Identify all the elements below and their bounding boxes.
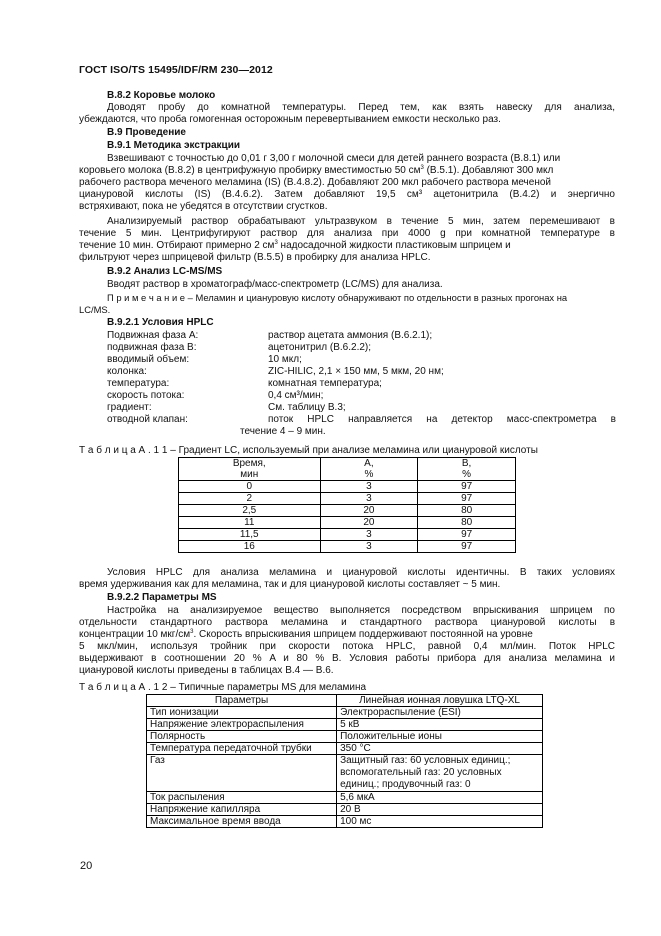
table-cell: 3	[320, 493, 418, 505]
table-cell: 5,6 мкА	[337, 792, 543, 804]
table-header-row	[147, 695, 543, 707]
page-number: 20	[80, 860, 93, 872]
paragraph-line: течение 10 мин. Отбирают примерно 2 $см^3$ надосадочной жидкости пластиковым шприцем и	[79, 240, 511, 251]
section-heading-b91: B.9.1 Методика экстракции	[107, 140, 240, 151]
table-cell: 3	[320, 481, 418, 493]
paragraph-line: течение 5 мин. Центрифугируют раствор для анализа при 4000 g при комнатной температуре в	[79, 228, 615, 239]
paragraph-line: встряхивают, пока не убедятся в отсутствии сгустков.	[79, 201, 328, 212]
paragraph-line: рабочего раствора меченого меламина (IS) (B.4.8.2). Добавляют 200 мкл рабочего раствора меченой	[79, 177, 552, 188]
table-cell: 2,5	[179, 505, 321, 517]
paragraph-line: Условия HPLC для анализа меламина и циануровой кислоты идентичны. В таких условиях	[107, 567, 615, 578]
table-cell: 100 мс	[337, 816, 543, 828]
table-cell: Температура передаточной трубки	[147, 743, 337, 755]
paragraph-line: циануровой кислоты приведены в таблицах B.4 — B.6.	[79, 665, 334, 676]
condition-label: колонка:	[107, 366, 147, 377]
table-cell: 0	[179, 481, 321, 493]
condition-label: градиент:	[107, 402, 152, 413]
condition-label: подвижная фаза B:	[107, 342, 197, 353]
table-row	[147, 755, 543, 792]
table-cell: 16	[179, 541, 321, 553]
table-row	[147, 792, 543, 804]
paragraph-line: отдельности стандартного раствора меламина и стандартного раствора циануровой кислоты в	[79, 617, 615, 628]
column-header: B,	[418, 458, 516, 470]
condition-value: ZIC-HILIC, 2,1 × 150 мм, 5 мкм, 20 нм;	[268, 366, 444, 377]
paragraph-line: фильтруют через шприцевой фильтр (B.5.5) в пробирку для анализа HPLC.	[79, 252, 431, 263]
table-cell: Ток распыления	[147, 792, 337, 804]
section-heading-b92: B.9.2 Анализ LC-MS/MS	[107, 266, 223, 277]
table-row	[179, 541, 516, 553]
condition-label: температура:	[107, 378, 170, 389]
note-line: П р и м е ч а н и е – Меламин и циануровую кислоту обнаруживают по отдельности в разных прогонах на	[107, 292, 568, 303]
paragraph-line: концентрации 10 мкг/$см^3$. Скорость впрыскивания шприцем поддерживают постоянной на уровне	[79, 629, 533, 640]
column-header-unit: %	[320, 469, 418, 481]
paragraph-line: коровьего молока (B.8.2) в центрифужную пробирку вместимостью 50 $см^3$ (B.5.1). Добавляют 300 мкл	[79, 165, 554, 176]
table-row	[179, 529, 516, 541]
section-heading-b922: B.9.2.2 Параметры MS	[107, 592, 217, 603]
table-caption: Т а б л и ц а А . 1 2 – Типичные параметры MS для меламина	[79, 682, 367, 693]
table-cell: 97	[418, 493, 516, 505]
table-cell: 11	[179, 517, 321, 529]
table-header-row	[179, 469, 516, 481]
table-row	[179, 481, 516, 493]
table-row	[179, 505, 516, 517]
condition-value: 0,4 см³/мин;	[268, 390, 324, 401]
table-cell: 80	[418, 505, 516, 517]
table-cell: 20 В	[337, 804, 543, 816]
table-cell: Положительные ионы	[337, 731, 543, 743]
table-cell: 97	[418, 541, 516, 553]
condition-value: раствор ацетата аммония (B.6.2.1);	[268, 330, 433, 341]
table-cell: Напряжение электрораспыления	[147, 719, 337, 731]
column-header: Линейная ионная ловушка LTQ-XL	[337, 695, 543, 707]
section-heading-b82: B.8.2 Коровье молоко	[107, 90, 216, 101]
paragraph-line: убеждаются, что проба гомогенная осторожным перевертыванием емкости несколько раз.	[79, 114, 501, 125]
table-cell: 97	[418, 529, 516, 541]
table-cell: 20	[320, 517, 418, 529]
paragraph-line: Доводят пробу до комнатной температуры. Перед тем, как взять навеску для анализа,	[107, 102, 615, 113]
table-cell: 11,5	[179, 529, 321, 541]
condition-value: ацетонитрил (B.6.2.2);	[268, 342, 372, 353]
table-cell: Максимальное время ввода	[147, 816, 337, 828]
condition-value: См. таблицу B.3;	[268, 402, 346, 413]
table-cell: 5 кВ	[337, 719, 543, 731]
section-heading-b9: B.9 Проведение	[107, 127, 186, 138]
condition-value: 10 мкл;	[268, 354, 302, 365]
table-cell: Полярность	[147, 731, 337, 743]
column-header: A,	[320, 458, 418, 470]
column-header: Параметры	[147, 695, 337, 707]
table-row	[147, 804, 543, 816]
table-cell: 80	[418, 517, 516, 529]
condition-label: Подвижная фаза A:	[107, 330, 199, 341]
condition-label: вводимый объем:	[107, 354, 190, 365]
table-cell: Напряжение капилляра	[147, 804, 337, 816]
gradient-table	[178, 457, 516, 553]
table-cell: 350 °C	[337, 743, 543, 755]
section-heading-b921: B.9.2.1 Условия HPLC	[107, 317, 214, 328]
table-header-row	[179, 458, 516, 470]
note-line: LC/MS.	[79, 304, 111, 315]
table-cell: 3	[320, 529, 418, 541]
table-row	[179, 493, 516, 505]
table-caption: Т а б л и ц а А . 1 1 – Градиент LC, используемый при анализе меламина или циануровой кислоты	[79, 445, 538, 456]
paragraph-line: Настройка на анализируемое вещество выполняется посредством впрыскивания шприцем по	[107, 605, 615, 616]
condition-value: поток HPLC направляется на детектор масс-спектрометра в	[268, 414, 616, 425]
table-cell: 3	[320, 541, 418, 553]
table-cell: 97	[418, 481, 516, 493]
paragraph-line: Анализируемый раствор обрабатывают ультразвуком в течение 5 мин, затем перемешивают в	[107, 216, 615, 227]
table-cell: Газ	[147, 755, 337, 792]
table-row	[147, 816, 543, 828]
table-row	[147, 731, 543, 743]
paragraph-line: Взвешивают с точностью до 0,01 г 3,00 г молочной смеси для детей раннего возраста (B.8.1) или	[107, 153, 561, 164]
paragraph-line: выдерживают в соотношении 20 % A и 80 % B. Условия работы прибора для анализа меламина и	[79, 653, 615, 664]
table-cell: Защитный газ: 60 условных единиц.; вспомогательный газ: 20 условных единиц.; продувочный газ: 0	[337, 755, 543, 792]
document-header: ГОСТ ISO/TS 15495/IDF/RM 230—2012	[79, 64, 273, 76]
table-row	[147, 719, 543, 731]
table-cell: 20	[320, 505, 418, 517]
column-header-unit: мин	[179, 469, 321, 481]
condition-value: течение 4 – 9 мин.	[240, 426, 326, 437]
condition-label: отводной клапан:	[107, 414, 188, 425]
paragraph-line: Вводят раствор в хроматограф/масс-спектрометр (LC/MS) для анализа.	[107, 279, 443, 290]
column-header: Время,	[179, 458, 321, 470]
table-cell: Электрораспыление (ESI)	[337, 707, 543, 719]
paragraph-line: циануровой кислоты (IS) (B.4.6.2). Затем добавляют 19,5 см³ ацетонитрила (B.4.2) и энергично	[79, 189, 615, 200]
table-cell: Тип ионизации	[147, 707, 337, 719]
column-header-unit: %	[418, 469, 516, 481]
table-row	[147, 707, 543, 719]
condition-label: скорость потока:	[107, 390, 185, 401]
table-row	[147, 743, 543, 755]
paragraph-line: 5 мкл/мин, используя тройник при скорости потока HPLC, равной 0,4 мл/мин. Поток HPLC	[79, 641, 615, 652]
condition-value: комнатная температура;	[268, 378, 382, 389]
paragraph-line: время удерживания как для меламина, так и для циануровой кислоты составляет ~ 5 мин.	[79, 579, 501, 590]
table-row	[179, 517, 516, 529]
ms-parameters-table	[146, 694, 543, 828]
table-cell: 2	[179, 493, 321, 505]
